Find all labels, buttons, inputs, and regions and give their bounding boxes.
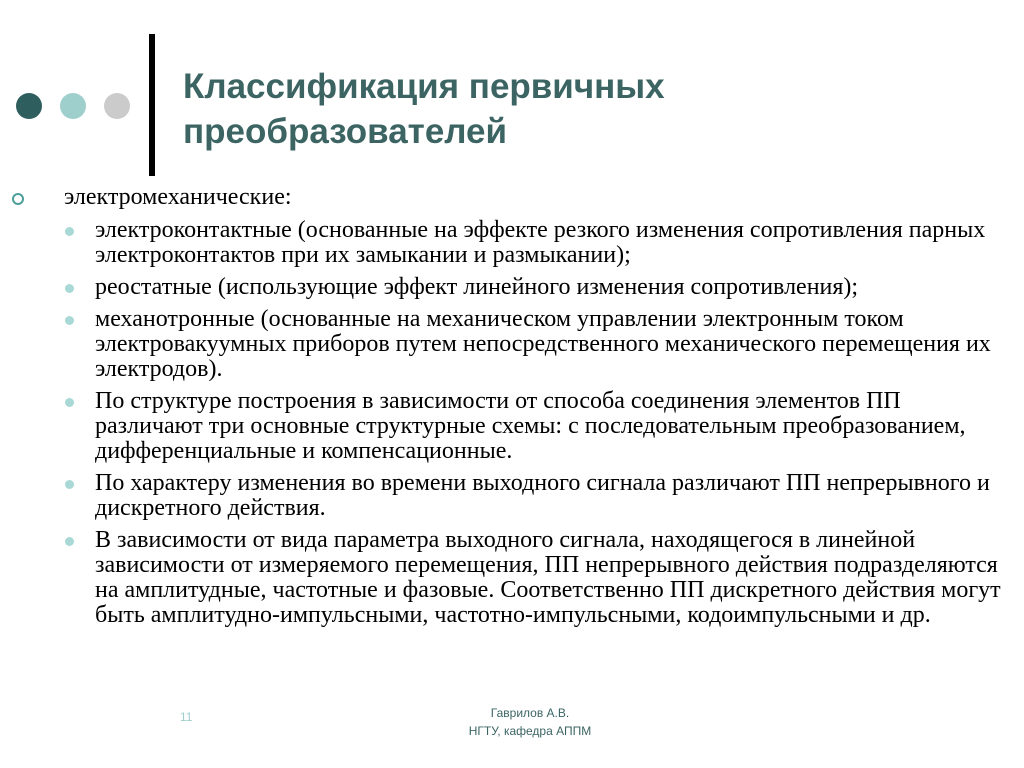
list-item <box>0 275 1024 300</box>
light-dot-icon <box>60 93 86 119</box>
footer-author: Гаврилов А.В. <box>490 706 570 720</box>
list-item-main <box>0 184 1024 211</box>
disc-bullet-icon <box>65 537 74 546</box>
decorative-dots <box>16 93 136 123</box>
footer-author-block <box>440 704 620 740</box>
list-item-main-text: электромеханические: <box>64 184 292 210</box>
disc-bullet-icon <box>65 284 74 293</box>
disc-bullet-icon <box>65 227 74 236</box>
list-item <box>0 528 1024 628</box>
list-item-text: реостатные (использующие эффект линейного изменения сопротивления); <box>95 274 859 300</box>
footer-department: НГТУ, кафедра АППМ <box>468 724 592 738</box>
disc-bullet-icon <box>65 480 74 489</box>
list-item <box>0 307 1024 382</box>
dark-dot-icon <box>16 93 42 119</box>
list-item <box>0 218 1024 268</box>
list-item <box>0 389 1024 464</box>
slide-body <box>0 184 1024 635</box>
list-item-text: По структуре построения в зависимости от способа соединения элементов ПП различают три основные структурные схемы: с последовательным преобразованием, дифференциальные и компенсационные. <box>95 388 966 464</box>
slide-title: Классификация первичных преобразователей <box>183 67 665 151</box>
list-item <box>0 471 1024 521</box>
list-item-text: В зависимости от вида параметра выходного сигнала, находящегося в линейной зависимости от измеряемого перемещения, ПП непрерывного действия подразделяются на амплитудные, частотные и фазовые. Соответственно ПП дискретного действия могут быть амплитудно-импульсными, частотно-импульсными, кодоимпульсными и др. <box>95 527 1001 628</box>
disc-bullet-icon <box>65 398 74 407</box>
slide-number: 11 <box>180 710 193 724</box>
gray-dot-icon <box>104 93 130 119</box>
disc-bullet-icon <box>65 316 74 325</box>
title-divider <box>149 34 155 176</box>
ring-bullet-icon <box>12 193 24 205</box>
list-item-text: По характеру изменения во времени выходного сигнала различают ПП непрерывного и дискретного действия. <box>95 470 990 521</box>
list-item-text: электроконтактные (основанные на эффекте резкого изменения сопротивления парных электроконтактов при их замыкании и размыкании); <box>95 217 986 268</box>
list-item-text: механотронные (основанные на механическом управлении электронным током электровакуумных приборов путем непосредственного механического перемещения их электродов). <box>95 306 991 382</box>
